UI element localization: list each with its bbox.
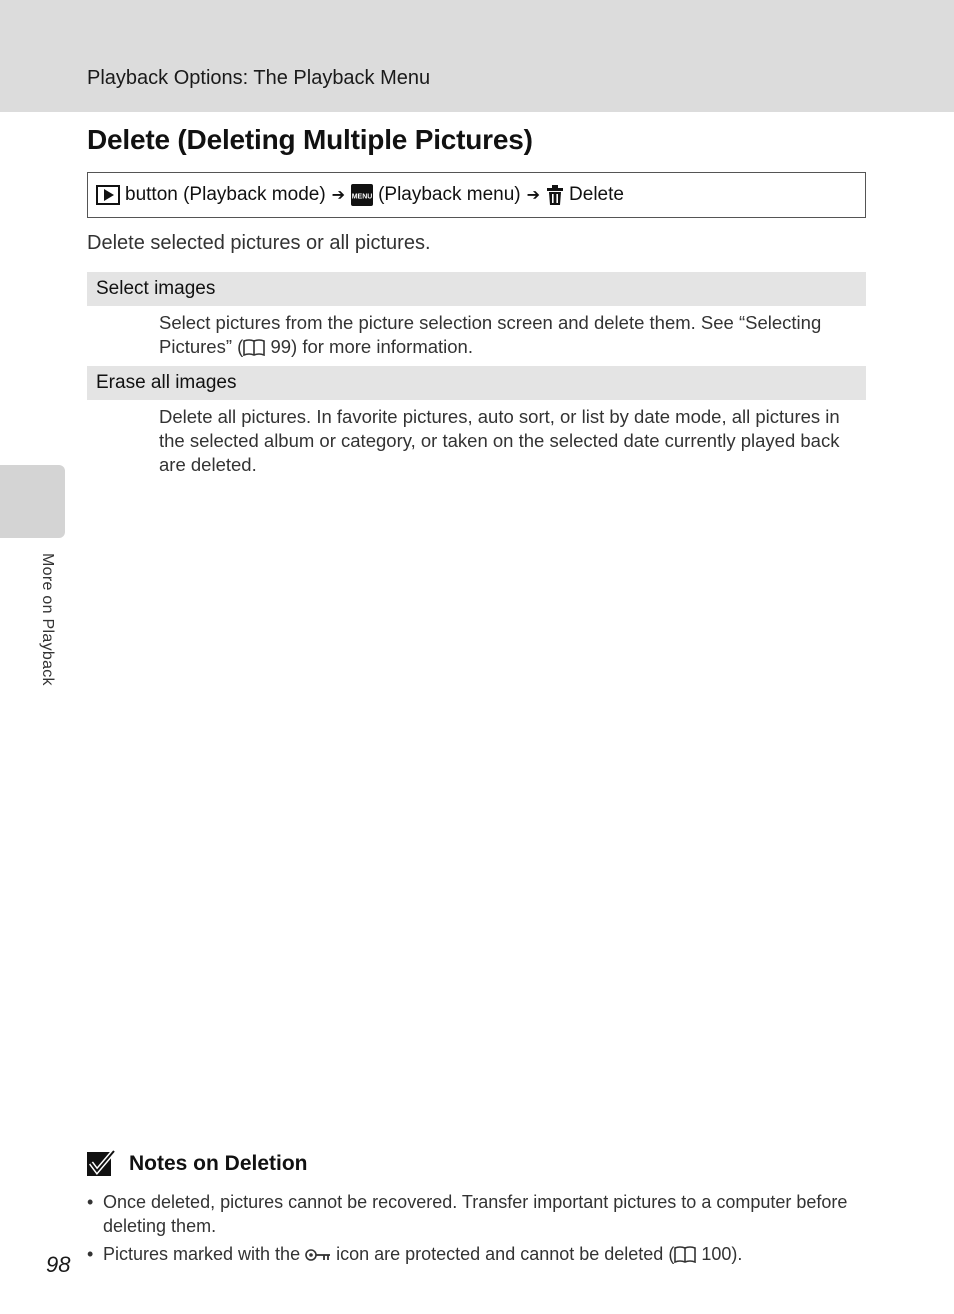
option-select-images-label: Select images [87,272,866,306]
menu-path-menu-text: (Playback menu) [378,184,521,205]
checkmark-icon [87,1150,117,1178]
menu-button-icon [351,184,373,206]
option-select-images-description: Select pictures from the picture selection screen and delete them. See “Selecting Pictures” ( 99) for more information. [159,311,859,362]
notes-heading: Notes on Deletion [87,1150,308,1178]
chapter-tab [0,465,65,538]
menu-path-button-text: button (Playback mode) [125,184,326,205]
protect-key-icon [305,1245,331,1269]
option-erase-all-images-description: Delete all pictures. In favorite pictures, auto sort, or list by date mode, all pictures in the selected album or category, or taken on the selected date currently played back are deleted. [159,406,840,475]
arrow-right-icon: ➔ [526,187,541,204]
option-erase-all-images-label: Erase all images [87,366,866,400]
arrow-right-icon: ➔ [331,187,346,204]
bullet: • [87,1192,94,1212]
running-head: Playback Options: The Playback Menu [87,67,431,89]
header-band [0,0,954,112]
menu-path-box [87,172,866,218]
note-item: • Once deleted, pictures cannot be recovered. Transfer important pictures to a computer before deleting them. [87,1192,848,1236]
page-title: Delete (Deleting Multiple Pictures) [87,124,533,155]
note-item: • Pictures marked with the icon are protected and cannot be deleted ( 100). [87,1242,857,1269]
chapter-label: More on Playback [39,553,56,686]
menu-path-delete-text: Delete [569,184,624,205]
trash-icon [546,185,564,206]
bullet: • [87,1244,94,1264]
intro-text: Delete selected pictures or all pictures. [87,232,431,254]
playback-button-icon [96,185,120,205]
book-reference-icon [243,338,265,362]
svg-text:MENU: MENU [351,193,373,201]
book-reference-icon [674,1245,696,1269]
page-number: 98 [46,1252,71,1277]
